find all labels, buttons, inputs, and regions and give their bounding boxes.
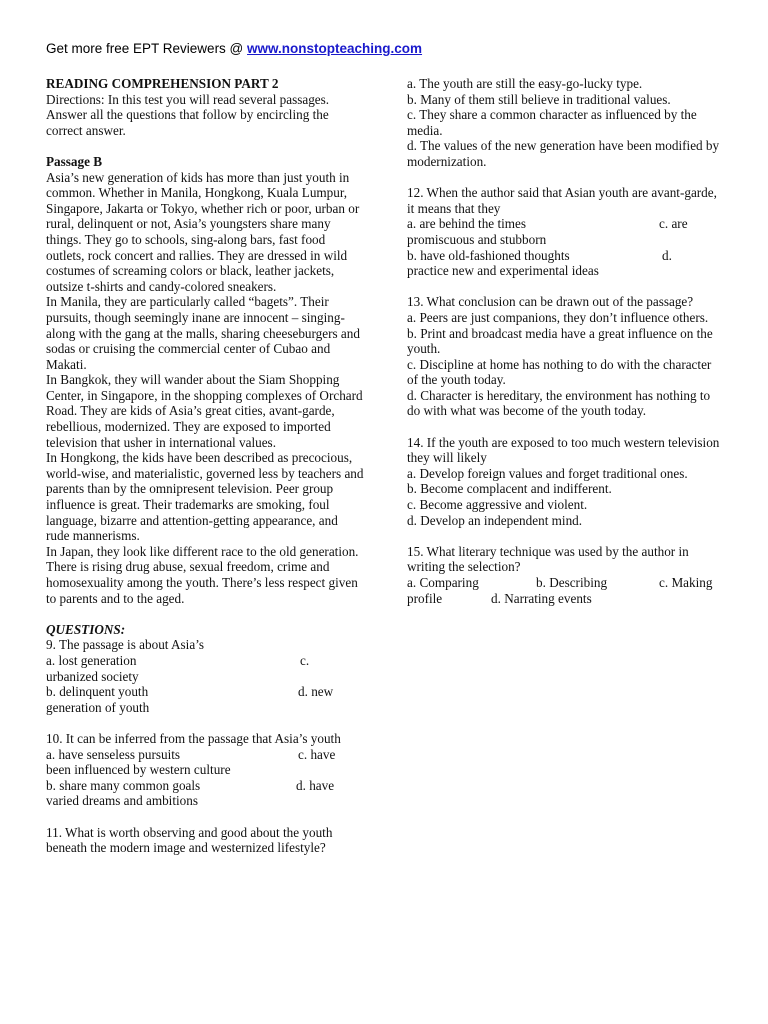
passage-paragraph: In Bangkok, they will wander about the Siam Shopping Center, in Singapore, in the shopping complexes of Orchard Road. They are kids of Asia’s great cities, avant-garde, rebellious, modernized. They are exposed to imported television that usher in international values. xyxy=(46,372,363,450)
option-a[interactable]: a. Develop foreign values and forget traditional ones. xyxy=(407,465,688,481)
question-10 xyxy=(46,731,364,809)
passage-heading: Passage B xyxy=(46,153,103,169)
right-column xyxy=(407,76,722,606)
option-c[interactable]: c. are xyxy=(659,216,688,232)
option-c-continued: profile xyxy=(407,590,443,606)
option-a[interactable]: a. have senseless pursuits xyxy=(46,746,181,762)
section-title: READING COMPREHENSION PART 2 xyxy=(46,76,279,91)
directions: Directions: In this test you will read several passages. Answer all the questions that follow by encircling the correct answer. xyxy=(46,91,330,138)
option-d-continued: practice new and experimental ideas xyxy=(407,263,599,279)
option-d-continued: varied dreams and ambitions xyxy=(46,793,198,809)
option-b[interactable]: b. Become complacent and indifferent. xyxy=(407,481,612,497)
question-11-stem: 11. What is worth observing and good about the youth beneath the modern image and westernized lifestyle? xyxy=(46,824,333,856)
option-d[interactable]: d. The values of the new generation have been modified by modernization. xyxy=(407,138,720,169)
option-c[interactable]: c. Discipline at home has nothing to do with the character of the youth today. xyxy=(407,356,712,388)
option-c-continued: been influenced by western culture xyxy=(46,762,231,778)
header-text: Get more free EPT Reviewers @ xyxy=(46,41,248,56)
question-13 xyxy=(407,294,722,419)
question-stem: 13. What conclusion can be drawn out of the passage? xyxy=(407,294,694,310)
question-stem: 10. It can be inferred from the passage that Asia’s youth xyxy=(46,730,341,746)
option-d[interactable]: d. xyxy=(662,247,672,263)
option-d[interactable]: d. new xyxy=(298,684,334,700)
option-d[interactable]: d. Character is hereditary, the environment has nothing to do with what was become of the youth today. xyxy=(407,387,711,419)
option-c-continued: promiscuous and stubborn xyxy=(407,231,547,247)
question-stem: 14. If the youth are exposed to too much western television they will likely xyxy=(407,434,720,466)
option-c[interactable]: c. Become aggressive and violent. xyxy=(407,497,588,513)
question-stem: 12. When the author said that Asian youth are avant-garde, it means that they xyxy=(407,185,717,216)
option-d[interactable]: d. Narrating events xyxy=(491,590,592,606)
option-d[interactable]: d. Develop an independent mind. xyxy=(407,512,583,528)
option-b[interactable]: b. Describing xyxy=(536,575,608,590)
question-9 xyxy=(46,637,364,715)
passage-paragraph: Asia’s new generation of kids has more than just youth in common. Whether in Manila, Hongkong, Kuala Lumpur, Singapore, Jakarta or Tokyo, whether rich or poor, urban or rural, delinquent or not, Asia’s youngsters share many things. They go to schools, sing-along bars, fast food outlets, rock concert and rallies. They are dressed in wild costumes of screaming colors or black, leather jackets, outsize t-shirts and candy-colored sneakers. xyxy=(46,169,360,294)
question-stem: 9. The passage is about Asia’s xyxy=(46,637,204,653)
passage-paragraph: In Manila, they are particularly called “bagets”. Their pursuits, though seemingly inane are innocent – singing-along with the gang at the malls, sharing cheeseburgers and sodas or cruising the commercial center of Cubao and Makati. xyxy=(46,294,360,372)
option-b[interactable]: b. have old-fashioned thoughts xyxy=(407,247,570,263)
website-link[interactable]: www.nonstopteaching.com xyxy=(247,41,423,56)
option-b[interactable]: b. delinquent youth xyxy=(46,684,149,700)
option-c[interactable]: c. have xyxy=(298,746,336,762)
option-a[interactable]: a. The youth are still the easy-go-lucky type. xyxy=(407,76,643,91)
questions-heading: QUESTIONS: xyxy=(46,621,126,637)
option-c-continued: urbanized society xyxy=(46,668,139,684)
question-14 xyxy=(407,435,722,529)
option-d[interactable]: d. have xyxy=(296,777,335,793)
page-header xyxy=(46,41,422,56)
question-11-options xyxy=(407,76,722,170)
option-d-continued: generation of youth xyxy=(46,699,150,715)
option-a[interactable]: a. Peers are just companions, they don’t influence others. xyxy=(407,309,709,325)
option-a[interactable]: a. Comparing xyxy=(407,575,479,590)
option-c[interactable]: c. They share a common character as influenced by the media. xyxy=(407,107,697,138)
option-a[interactable]: a. lost generation xyxy=(46,652,137,668)
passage-paragraph: In Hongkong, the kids have been described as precocious, world-wise, and materialistic, governed less by teachers and parents than by the omnipresent television. Peer group influence is great. Their trademarks are smoking, foul language, bizarre and attention-getting appearance, and rude mannerisms. xyxy=(46,450,364,544)
option-b[interactable]: b. share many common goals xyxy=(46,777,201,793)
option-c[interactable]: c. Making xyxy=(659,575,713,590)
option-c[interactable]: c. xyxy=(300,652,310,668)
question-15 xyxy=(407,544,722,606)
option-b[interactable]: b. Many of them still believe in traditional values. xyxy=(407,91,671,107)
option-b[interactable]: b. Print and broadcast media have a great influence on the youth. xyxy=(407,325,713,357)
passage-paragraph: In Japan, they look like different race to the old generation. There is rising drug abuse, sexual freedom, crime and homosexuality among the youth. There’s less respect given to parents and to the aged. xyxy=(46,543,359,606)
left-column xyxy=(46,76,364,856)
question-12 xyxy=(407,185,722,279)
question-stem: 15. What literary technique was used by the author in writing the selection? xyxy=(407,543,689,575)
option-a[interactable]: a. are behind the times xyxy=(407,216,527,232)
